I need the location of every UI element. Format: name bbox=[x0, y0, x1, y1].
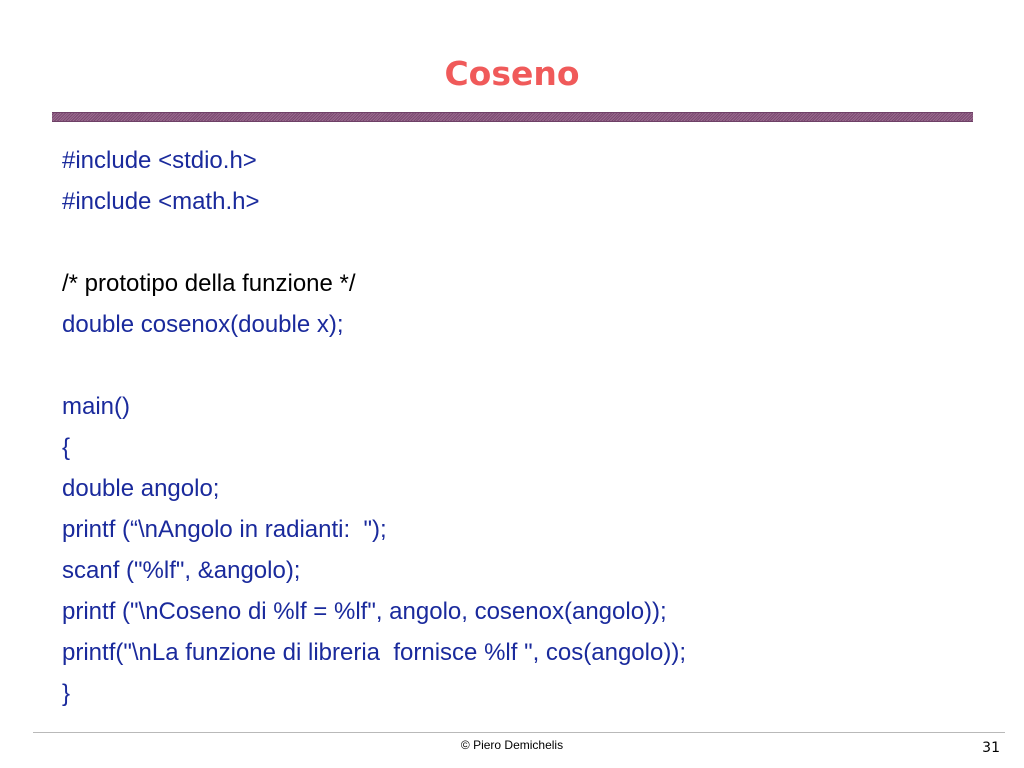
code-line-close-brace: } bbox=[62, 680, 71, 707]
code-line-prototype: double cosenox(double x); bbox=[62, 311, 344, 338]
code-block bbox=[62, 140, 1002, 714]
code-line-declaration: double angolo; bbox=[62, 475, 220, 502]
footer-divider bbox=[33, 732, 1005, 733]
code-line-open-brace: { bbox=[62, 434, 71, 461]
code-line-printf-cosenox: printf ("\nCoseno di %lf = %lf", angolo, cosenox(angolo)); bbox=[62, 598, 667, 625]
code-line-include-stdio: #include <stdio.h> bbox=[62, 147, 257, 174]
code-line-printf-cos: printf("\nLa funzione di libreria fornisce %lf ", cos(angolo)); bbox=[62, 639, 686, 666]
title-divider bbox=[52, 112, 973, 122]
code-line-blank bbox=[62, 345, 1002, 386]
code-line-include-math: #include <math.h> bbox=[62, 188, 260, 215]
code-line-main: main() bbox=[62, 393, 131, 420]
code-line-scanf: scanf ("%lf", &angolo); bbox=[62, 557, 301, 584]
code-line-blank bbox=[62, 222, 1002, 263]
footer-credit: © Piero Demichelis bbox=[460, 738, 564, 752]
code-line-comment: /* prototipo della funzione */ bbox=[62, 270, 356, 297]
slide-title: Coseno bbox=[444, 54, 580, 93]
code-line-printf-prompt: printf (“\nAngolo in radianti: "); bbox=[62, 516, 387, 543]
page-number: 31 bbox=[982, 740, 1000, 756]
